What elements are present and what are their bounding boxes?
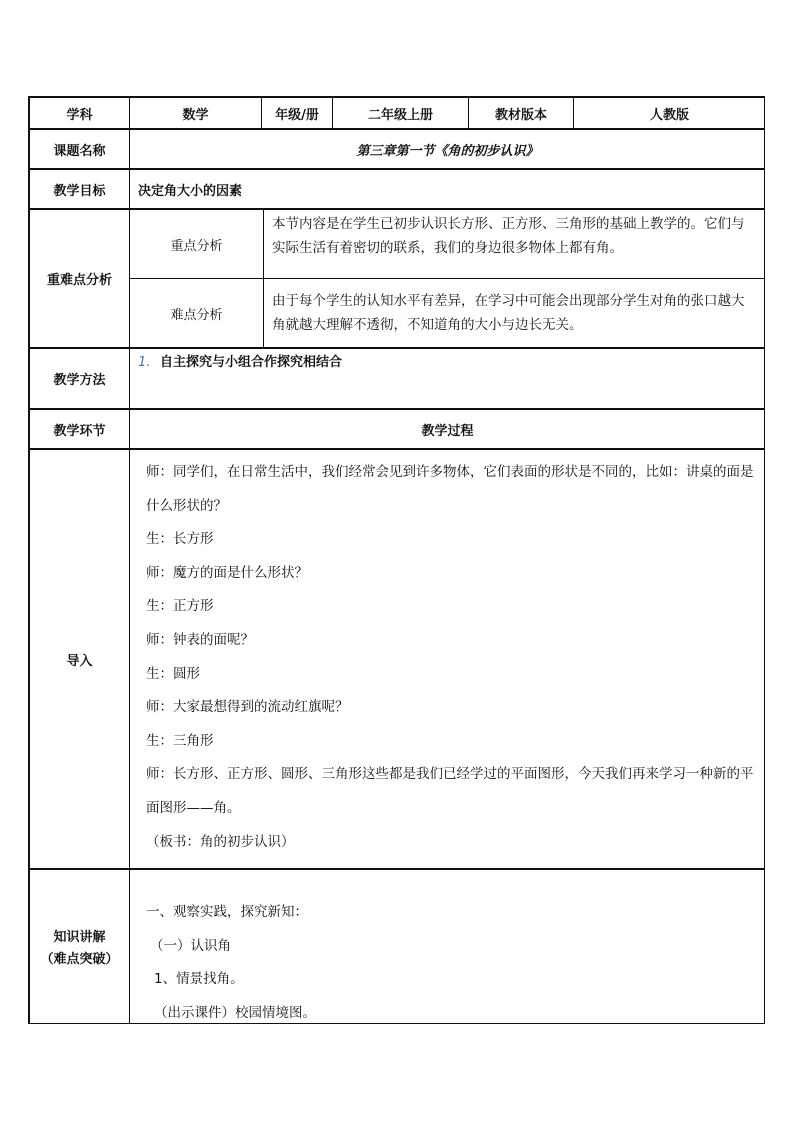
teaching-method-label: 教学方法 (29, 348, 130, 409)
intro-line: 师：钟表的面呢？ (146, 631, 254, 648)
intro-line: 生：长方形 (146, 531, 214, 548)
teaching-method-cell (129, 348, 765, 409)
edition-label: 教材版本 (468, 97, 574, 129)
teaching-stage-label: 教学环节 (29, 409, 130, 449)
method-text: 自主探究与小组合作探究相结合 (160, 355, 343, 370)
knowledge-label-line1: 知识讲解 (53, 930, 106, 945)
key-analysis-text: 本节内容是在学生已初步认识长方形、正方形、三角形的基础上教学的。它们与实际生活有着密切的联系，我们的身边很多物体上都有角。 (263, 209, 765, 279)
intro-line: 师：魔方的面是什么形状？ (146, 564, 308, 581)
key-analysis-label: 重点分析 (129, 209, 264, 279)
knowledge-line: 一、观察实践，探究新知： (146, 904, 308, 920)
intro-line: 师：大家最想得到的流动红旗呢？ (146, 699, 349, 716)
hard-analysis-text: 由于每个学生的认知水平有差异，在学习中可能会出现部分学生对角的张口越大角就越大理解不透彻，不知道角的大小与边长无关。 (263, 278, 765, 348)
knowledge-line: 1、情景找角。 (154, 971, 244, 988)
teaching-goal-label: 教学目标 (29, 169, 130, 209)
subject-label: 学科 (29, 97, 130, 129)
lesson-plan-table (28, 96, 765, 1024)
subject-value: 数学 (129, 97, 262, 129)
intro-content (129, 449, 765, 869)
intro-line: 生：三角形 (146, 732, 214, 749)
knowledge-label (29, 869, 130, 1024)
grade-label: 年级/册 (261, 97, 333, 129)
analysis-label: 重难点分析 (29, 209, 130, 348)
intro-line: （板书：角的初步认识） (146, 833, 295, 850)
edition-value: 人教版 (573, 97, 765, 129)
knowledge-label-line2: （难点突破） (40, 952, 119, 967)
knowledge-line: （一）认识角 (150, 937, 231, 954)
hard-analysis-label: 难点分析 (129, 278, 264, 348)
teaching-goal-value: 决定角大小的因素 (129, 169, 765, 209)
knowledge-line: （出示课件）校园情境图。 (154, 1004, 316, 1021)
lesson-title-label: 课题名称 (29, 129, 130, 169)
teaching-process-label: 教学过程 (129, 409, 765, 449)
grade-value: 二年级上册 (332, 97, 469, 129)
intro-line: 生：圆形 (146, 665, 200, 682)
knowledge-content (129, 869, 765, 1024)
intro-line: 生：正方形 (146, 598, 214, 615)
intro-line: 师：长方形、正方形、圆形、三角形这些都是我们已经学过的平面图形，今天我们再来学习一种新的平面图形——角。 (146, 766, 754, 816)
intro-label: 导入 (29, 449, 130, 869)
lesson-title-value: 第三章第一节《角的初步认识》 (129, 129, 765, 169)
method-number: 1. (138, 355, 151, 370)
intro-line: 师：同学们，在日常生活中，我们经常会见到许多物体，它们表面的形状是不同的，比如：讲桌的面是什么形状的？ (146, 464, 754, 514)
